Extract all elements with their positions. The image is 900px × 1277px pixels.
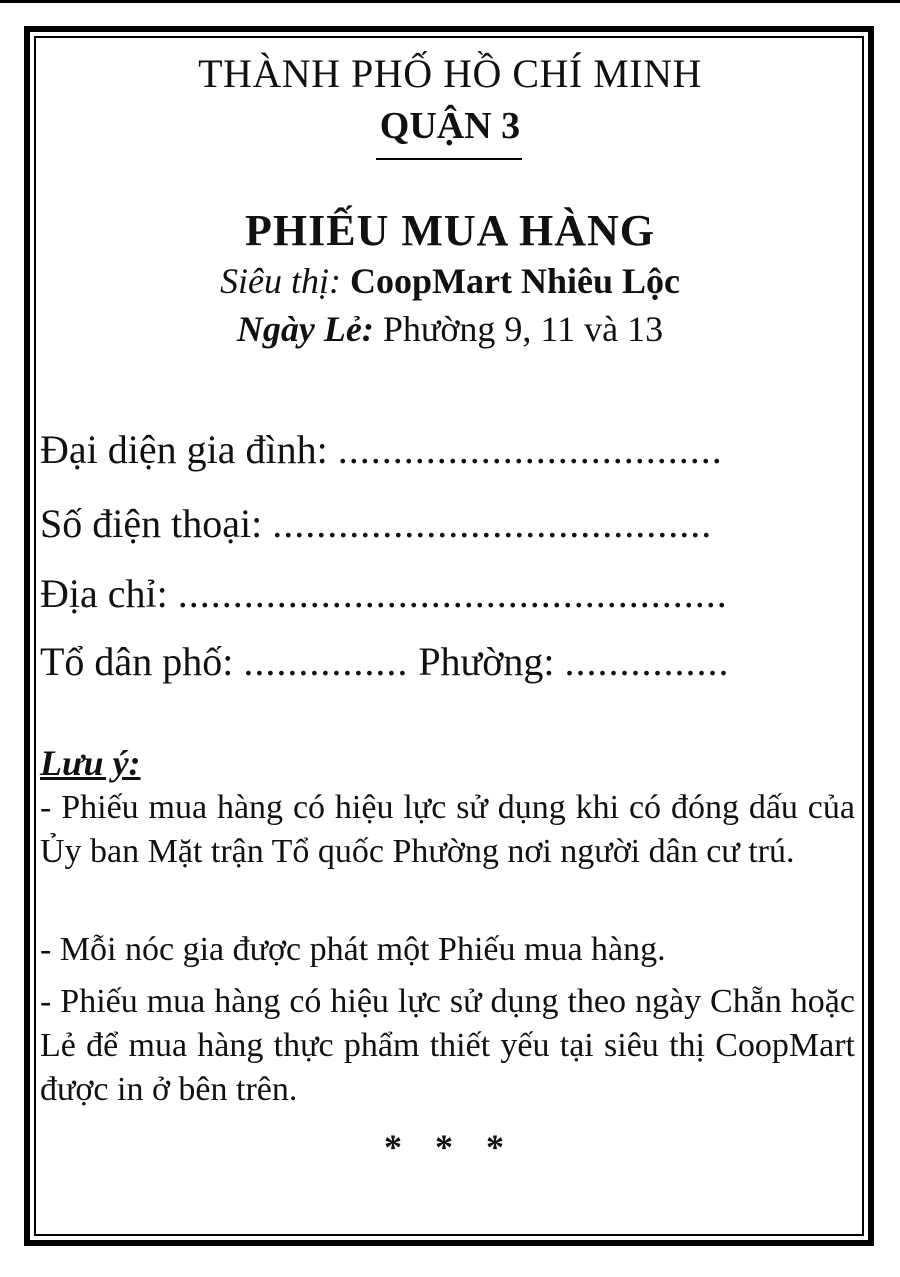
representative-blank: ................................... [337, 427, 723, 472]
ward-blank: ............... [564, 639, 730, 684]
address-label: Địa chỉ: [40, 571, 168, 616]
top-border-line [0, 0, 900, 3]
district-underline [376, 158, 522, 160]
ward-label: Phường: [418, 639, 555, 684]
date-value: Phường 9, 11 và 13 [382, 309, 664, 349]
note-item: - Phiếu mua hàng có hiệu lực sử dụng theo ngày Chẵn hoặc Lẻ để mua hàng thực phẩm thiết yếu tại siêu thị CoopMart được in ở bên trên. [40, 983, 855, 1108]
district-heading: QUẬN 3 [379, 105, 521, 147]
address-field [40, 570, 785, 617]
group-label: Tổ dân phố: [40, 639, 234, 684]
address-blank: .................................................. [177, 571, 728, 616]
store-line [0, 260, 900, 302]
notes-heading: Lưu ý: [40, 743, 141, 783]
group-blank: ............... [243, 639, 409, 684]
city-heading: THÀNH PHỐ HỒ CHÍ MINH [198, 51, 702, 96]
closing-stars: * * * [384, 1127, 516, 1167]
date-line [0, 308, 900, 350]
store-name: CoopMart Nhiêu Lộc [350, 261, 680, 301]
note-item: - Phiếu mua hàng có hiệu lực sử dụng khi có đóng dấu của Ủy ban Mặt trận Tổ quốc Phường nơi người dân cư trú. [40, 789, 855, 870]
note-item: - Mỗi nóc gia được phát một Phiếu mua hàng. [40, 931, 666, 968]
store-label: Siêu thị: [220, 261, 341, 301]
representative-label: Đại diện gia đình: [40, 427, 328, 472]
representative-field [40, 426, 785, 473]
phone-field [40, 500, 785, 547]
voucher-title: PHIẾU MUA HÀNG [245, 206, 655, 255]
phone-blank: ........................................ [272, 501, 713, 546]
date-label: Ngày Lẻ: [236, 309, 374, 349]
group-ward-field [40, 638, 785, 685]
phone-label: Số điện thoại: [40, 501, 263, 546]
